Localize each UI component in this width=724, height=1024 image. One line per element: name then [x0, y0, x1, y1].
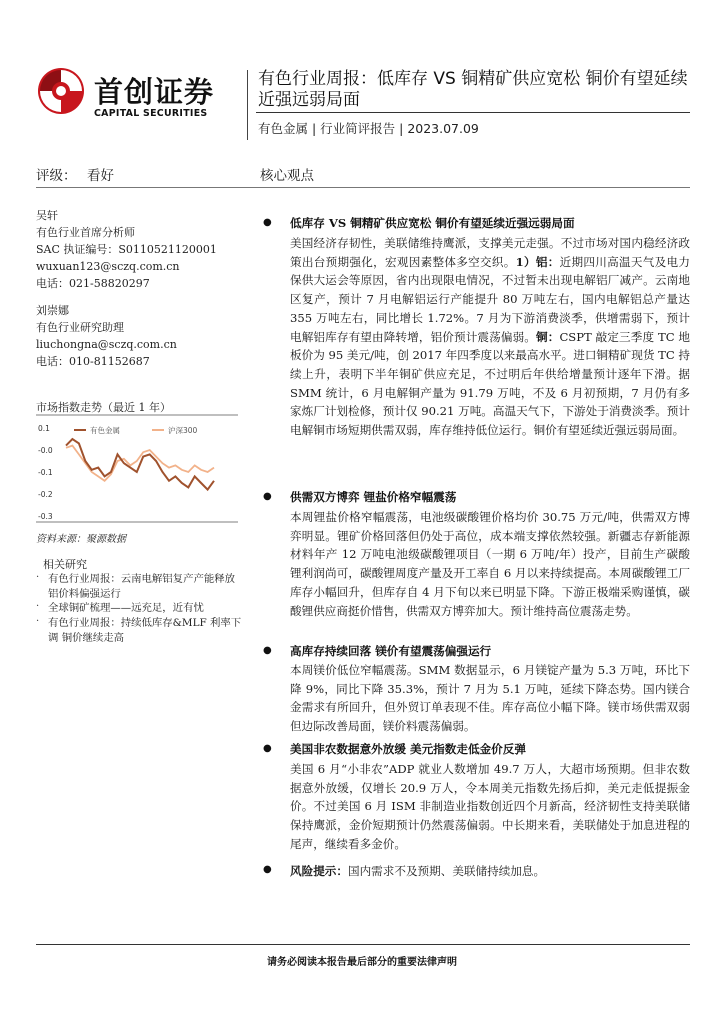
related-item[interactable]: 有色行业周报：云南电解铝复产产能释放 铝价料偏强运行 [48, 573, 236, 600]
company-logo [36, 62, 231, 122]
legal-notice: 请务必阅读本报告最后部分的重要法律声明 [267, 957, 457, 968]
series-line-nonferrous [66, 439, 214, 490]
y-tick-label: -0.1 [38, 468, 53, 477]
bullet-icon: ● [263, 217, 272, 228]
related-item[interactable]: 全球铜矿梳理——远充足，近有忧 [48, 602, 204, 614]
report-title: 有色行业周报：低库存 VS 铜精矿供应宽松 铜价有望延续近强远弱局面 [258, 69, 688, 110]
legend-label: 沪深300 [168, 426, 198, 435]
analyst-2-role: 有色行业研究助理 [36, 321, 124, 334]
logo-english-name: CAPITAL SECURITIES [94, 108, 208, 119]
section-4-body: 美国 6 月“小非农”ADP 就业人数增加 49.7 万人，大超市场预期。但非农数据意外放缓，仅增长 20.9 万人，令本周美元指数先扬后抑，美元走低提振金价。不过美国 6 月 ISM 非制造业指数创近四个月新高，经济韧性支持美联储保持鹰派，金价短期预计仍然震荡偏弱。中长期来看，美联储处于加息进程的尾声，继续看多金价。 [290, 762, 690, 851]
section-4-heading: 美国非农数据意外放缓 美元指数走低金价反弹 [290, 742, 526, 756]
chart-title: 市场指数走势（最近 1 年） [36, 401, 171, 414]
related-bullet-icon: · [36, 601, 40, 612]
section-3-heading: 高库存持续回落 镁价有望震荡偏强运行 [290, 644, 492, 658]
y-tick-label: -0.3 [38, 512, 53, 521]
bullet-icon: ● [263, 491, 272, 502]
risk-warning: 风险提示：国内需求不及预期、美联储持续加息。 [290, 864, 546, 878]
rating-value: 看好 [87, 168, 114, 184]
footer-rule [36, 944, 690, 945]
section-2-heading: 供需双方博弈 锂盐价格窄幅震荡 [290, 490, 457, 504]
bullet-icon: ● [263, 645, 272, 656]
analyst-1-phone: 电话：021-58820297 [36, 277, 150, 290]
y-tick-label: 0.1 [38, 424, 50, 433]
section-3-body: 本周镁价低位窄幅震荡。SMM 数据显示，6 月镁锭产量为 5.3 万吨，环比下降 9%，同比下降 35.3%，预计 7 月为 5.1 万吨，延续下降态势。国内镁合金需求有所回升，但外贸订单表现不佳。库存高位小幅下降。镁市场供需双弱但边际改善局面，镁价料震荡偏弱。 [290, 663, 690, 734]
chart-source: 资料来源：聚源数据 [36, 534, 126, 545]
core-rule [256, 187, 690, 188]
market-index-chart [32, 414, 242, 524]
section-1-body: 美国经济存韧性，美联储维持鹰派，支撑美元走强。不过市场对国内稳经济政策出台预期强化，宏观因素整体多空交织。1）铝：近期四川高温天气及电力保供大运会等原因，省内出现限电情况，不过暂未出现电解铝厂减产。云南地区复产，预计 7 月电解铝运行产能提升 80 万吨左右，国内电解铝总产量达 355 万吨左右，同比增长 1.72%。7 月为下游消费淡季，供增需弱下，预计电解铝库存有望由降转增，铝价预计震荡偏弱。铜：CSPT 敲定三季度 TC 地板价为 95 美元/吨，创 2017 年四季度以来最高水平。进口铜精矿现货 TC 持续上升，表明下半年铜矿供应充足，不过明后年供给增量预计逐年下滑。据 SMM 统计，6 月电解铜产量为 91.79 万吨，不及 6 月初预期，7 月仍有多家炼厂计划检修，预计仅 90.21 万吨。高温天气下，下游处于消费淡季。预计电解铜市场短期供需双弱，库存维持低位运行。铜价有望延续近强远弱局面。 [290, 236, 690, 438]
related-bullet-icon: · [36, 572, 40, 583]
y-tick-label: -0.2 [38, 490, 53, 499]
analyst-2-phone: 电话：010-81152687 [36, 355, 150, 368]
section-1-heading: 低库存 VS 铜精矿供应宽松 铜价有望延续近强远弱局面 [290, 216, 575, 230]
bullet-icon: ● [263, 743, 272, 754]
analyst-1-cert: SAC 执证编号：S0110521120001 [36, 243, 217, 256]
title-rule [256, 112, 690, 113]
report-subtitle: 有色金属 | 行业简评报告 | 2023.07.09 [258, 121, 479, 136]
logo-chinese-name: 首创证券 [94, 75, 215, 109]
analyst-2-email[interactable]: liuchongna@sczq.com.cn [36, 338, 177, 351]
capital-securities-logo-icon [36, 66, 86, 116]
header-divider [247, 70, 248, 140]
bullet-icon: ● [263, 864, 272, 875]
analyst-1-name: 吴轩 [36, 209, 58, 222]
y-tick-label: -0.0 [38, 446, 53, 455]
related-bullet-icon: · [36, 616, 40, 627]
related-item[interactable]: 有色行业周报：持续低库存&MLF 利率下调 铜价继续走高 [48, 617, 242, 644]
analyst-1-email[interactable]: wuxuan123@sczq.com.cn [36, 260, 180, 273]
related-research-heading: 相关研究 [43, 558, 87, 571]
legend-label: 有色金属 [90, 426, 120, 435]
analyst-1-role: 有色行业首席分析师 [36, 226, 135, 239]
analyst-2-name: 刘崇娜 [36, 304, 69, 317]
core-view-heading: 核心观点 [260, 168, 314, 184]
section-2-body: 本周锂盐价格窄幅震荡，电池级碳酸锂价格均价 30.75 万元/吨，供需双方博弈明显。锂矿价格回落但仍处于高位，成本端支撑依然较强。新疆志存新能源材料年产 12 万吨电池级碳酸锂项目（一期 6 万吨/年）投产，目前生产碳酸锂利润尚可，碳酸锂周度产量及开工率自 6 月以来持续提高。本周碳酸锂工厂库存小幅回升，但库存自 4 月下旬以来已明显下降。下游正极端采购谨慎，碳酸锂供应商挺价惜售，供需双方博弈加大。预计维持高位震荡走势。 [290, 510, 690, 618]
rating-label: 评级： [36, 168, 77, 184]
